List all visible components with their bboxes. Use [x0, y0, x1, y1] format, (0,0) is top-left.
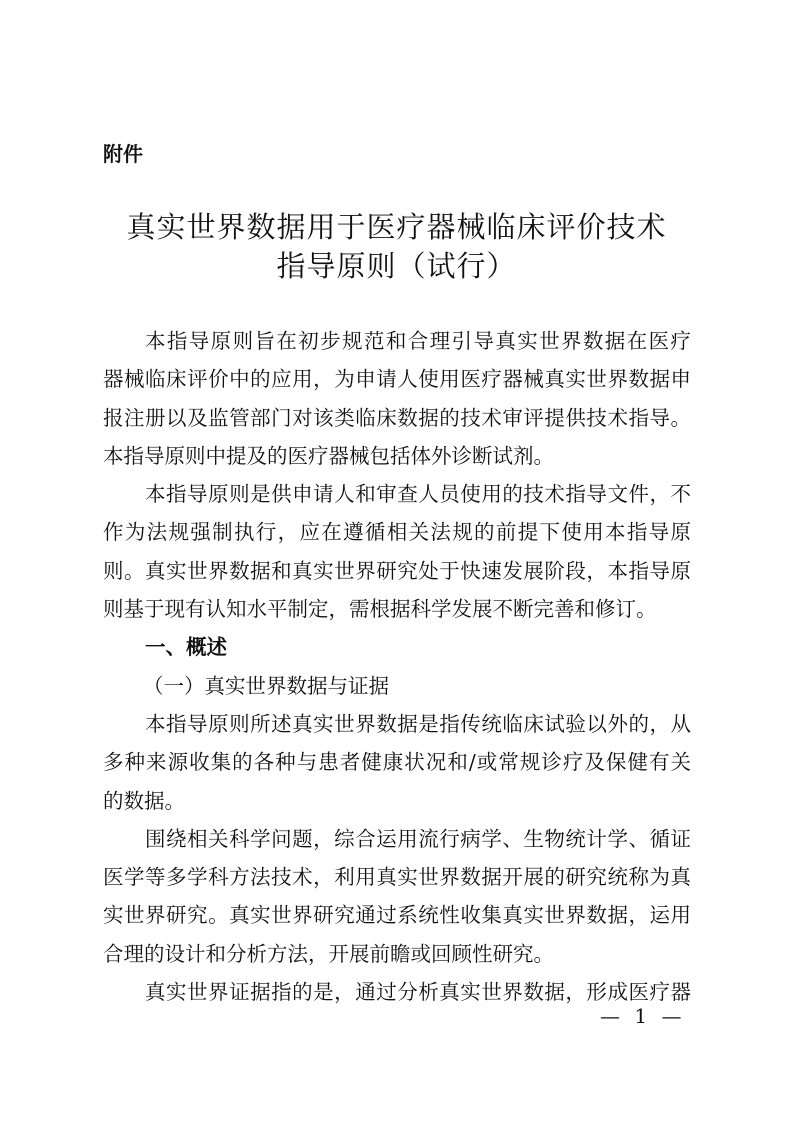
- text-line: 真实世界证据指的是，通过分析真实世界数据，形成医疗器: [145, 980, 691, 1005]
- text-line: 医学等多学科方法技术，利用真实世界数据开展的研究统称为真: [103, 865, 691, 890]
- text-line: 多种来源收集的各种与患者健康状况和/或常规诊疗及保健有关: [103, 750, 691, 775]
- subsection-heading: （一）真实世界数据与证据: [143, 673, 389, 698]
- text-line: 器械临床评价中的应用，为申请人使用医疗器械真实世界数据申: [103, 367, 691, 392]
- text-line: 报注册以及监管部门对该类临床数据的技术审评提供技术指导。: [103, 405, 691, 430]
- text-line: 合理的设计和分析方法，开展前瞻或回顾性研究。: [103, 941, 554, 966]
- text-line: 实世界研究。真实世界研究通过系统性收集真实世界数据，运用: [103, 903, 691, 928]
- text-line: 则。真实世界数据和真实世界研究处于快速发展阶段，本指导原: [103, 558, 691, 583]
- page-number: — 1 —: [600, 1004, 686, 1028]
- attachment-label: 附件: [103, 142, 143, 166]
- text-line: 则基于现有认知水平制定，需根据科学发展不断完善和修订。: [103, 597, 657, 622]
- text-line: 本指导原则中提及的医疗器械包括体外诊断试剂。: [103, 443, 554, 468]
- text-line: 本指导原则旨在初步规范和合理引导真实世界数据在医疗: [145, 329, 691, 353]
- text-line: 围绕相关科学问题，综合运用流行病学、生物统计学、循证: [145, 826, 691, 851]
- document-title-line-1: 真实世界数据用于医疗器械临床评价技术: [126, 210, 667, 244]
- text-line: 的数据。: [103, 788, 185, 813]
- section-heading: 一、概述: [145, 635, 227, 660]
- document-title-line-2: 指导原则（试行）: [276, 249, 517, 283]
- text-line: 本指导原则所述真实世界数据是指传统临床试验以外的，从: [145, 711, 691, 736]
- text-line: 本指导原则是供申请人和审查人员使用的技术指导文件，不: [145, 482, 691, 507]
- document-body: [103, 322, 691, 1011]
- text-line: 作为法规强制执行，应在遵循相关法规的前提下使用本指导原: [103, 520, 691, 545]
